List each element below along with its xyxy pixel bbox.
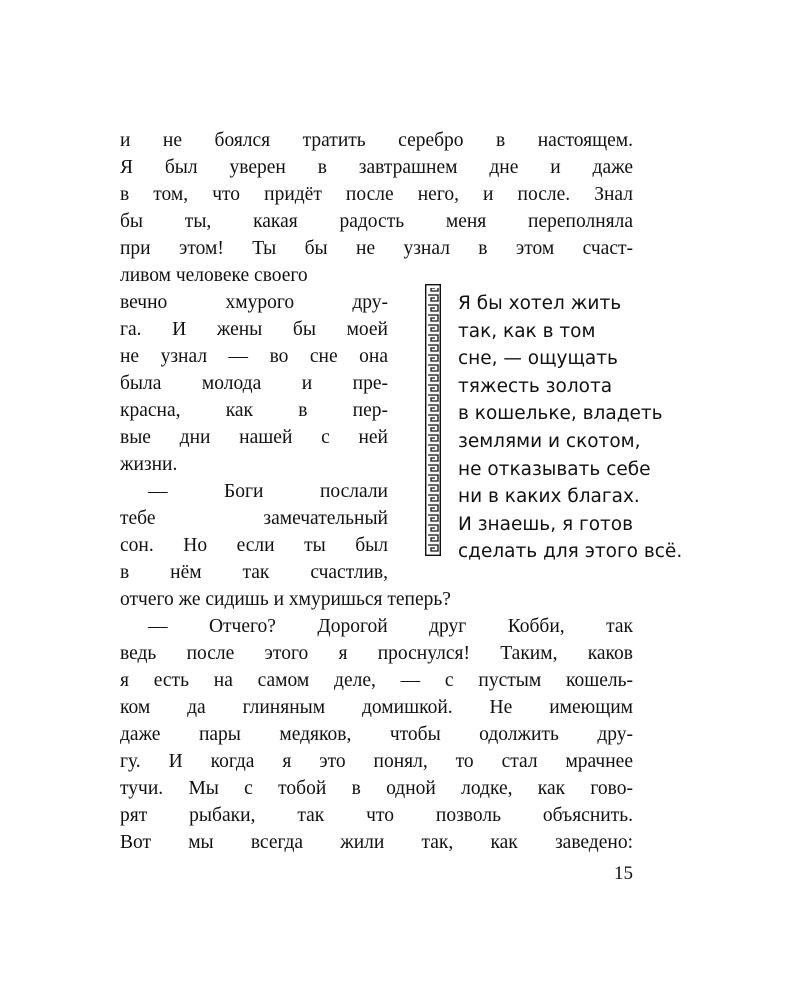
text-line: Я был уверен в завтрашнем дне и даже xyxy=(120,157,633,178)
text-line: га. И жены бы моей xyxy=(120,319,388,340)
quote-line: в кошельке, владеть xyxy=(458,403,663,425)
page-number: 15 xyxy=(614,863,633,884)
text-line: — Отчего? Дорогой друг Кобби, так xyxy=(148,616,633,637)
text-line: вые дни нашей с ней xyxy=(120,427,388,448)
quote-line: ни в каких благах. xyxy=(458,486,640,508)
text-line: и не боялся тратить серебро в настоящем. xyxy=(120,130,633,151)
quote-line: сделать для этого всё. xyxy=(458,541,683,563)
greek-key-border-icon xyxy=(425,284,441,556)
text-line: отчего же сидишь и хмуришься теперь? xyxy=(120,589,451,610)
text-line: бы ты, какая радость меня переполняла xyxy=(120,211,633,232)
text-line: сон. Но если ты был xyxy=(120,535,388,556)
text-line: красна, как в пер- xyxy=(120,400,388,421)
quote-line: тяжесть золота xyxy=(458,375,613,397)
text-line: рят рыбаки, так что позволь объяснить. xyxy=(120,805,633,826)
sidebar-quote xyxy=(458,290,758,566)
text-line: даже пары медяков, чтобы одолжить дру- xyxy=(120,724,633,745)
text-line: не узнал — во сне она xyxy=(120,346,388,367)
quote-line: так, как в том xyxy=(458,320,596,342)
text-line: при этом! Ты бы не узнал в этом счаст- xyxy=(120,238,633,259)
quote-line: землями и скотом, xyxy=(458,430,641,452)
text-line: тучи. Мы с тобой в одной лодке, как гово- xyxy=(120,778,633,799)
text-line: жизни. xyxy=(120,454,178,475)
text-line: Вот мы всегда жили так, как заведено: xyxy=(120,832,633,853)
quote-line: не отказывать себе xyxy=(458,458,651,480)
text-line: в нём так счастлив, xyxy=(120,562,388,583)
quote-line: сне, — ощущать xyxy=(458,348,618,370)
text-line: ведь после этого я проснулся! Таким, каков xyxy=(120,643,633,664)
text-line: в том, что придёт после него, и после. Знал xyxy=(120,184,633,205)
text-line: — Боги послали xyxy=(148,481,388,502)
text-line: была молода и пре- xyxy=(120,373,388,394)
text-line: вечно хмурого дру- xyxy=(120,292,388,313)
text-line: я есть на самом деле, — с пустым кошель- xyxy=(120,670,633,691)
text-line: тебе замечательный xyxy=(120,508,388,529)
text-line: гу. И когда я это понял, то стал мрачнее xyxy=(120,751,633,772)
quote-line: Я бы хотел жить xyxy=(458,293,622,314)
text-line: ком да глиняным домишкой. Не имеющим xyxy=(120,697,633,718)
quote-line: И знаешь, я готов xyxy=(458,513,634,535)
text-line: ливом человеке своего xyxy=(120,265,308,286)
